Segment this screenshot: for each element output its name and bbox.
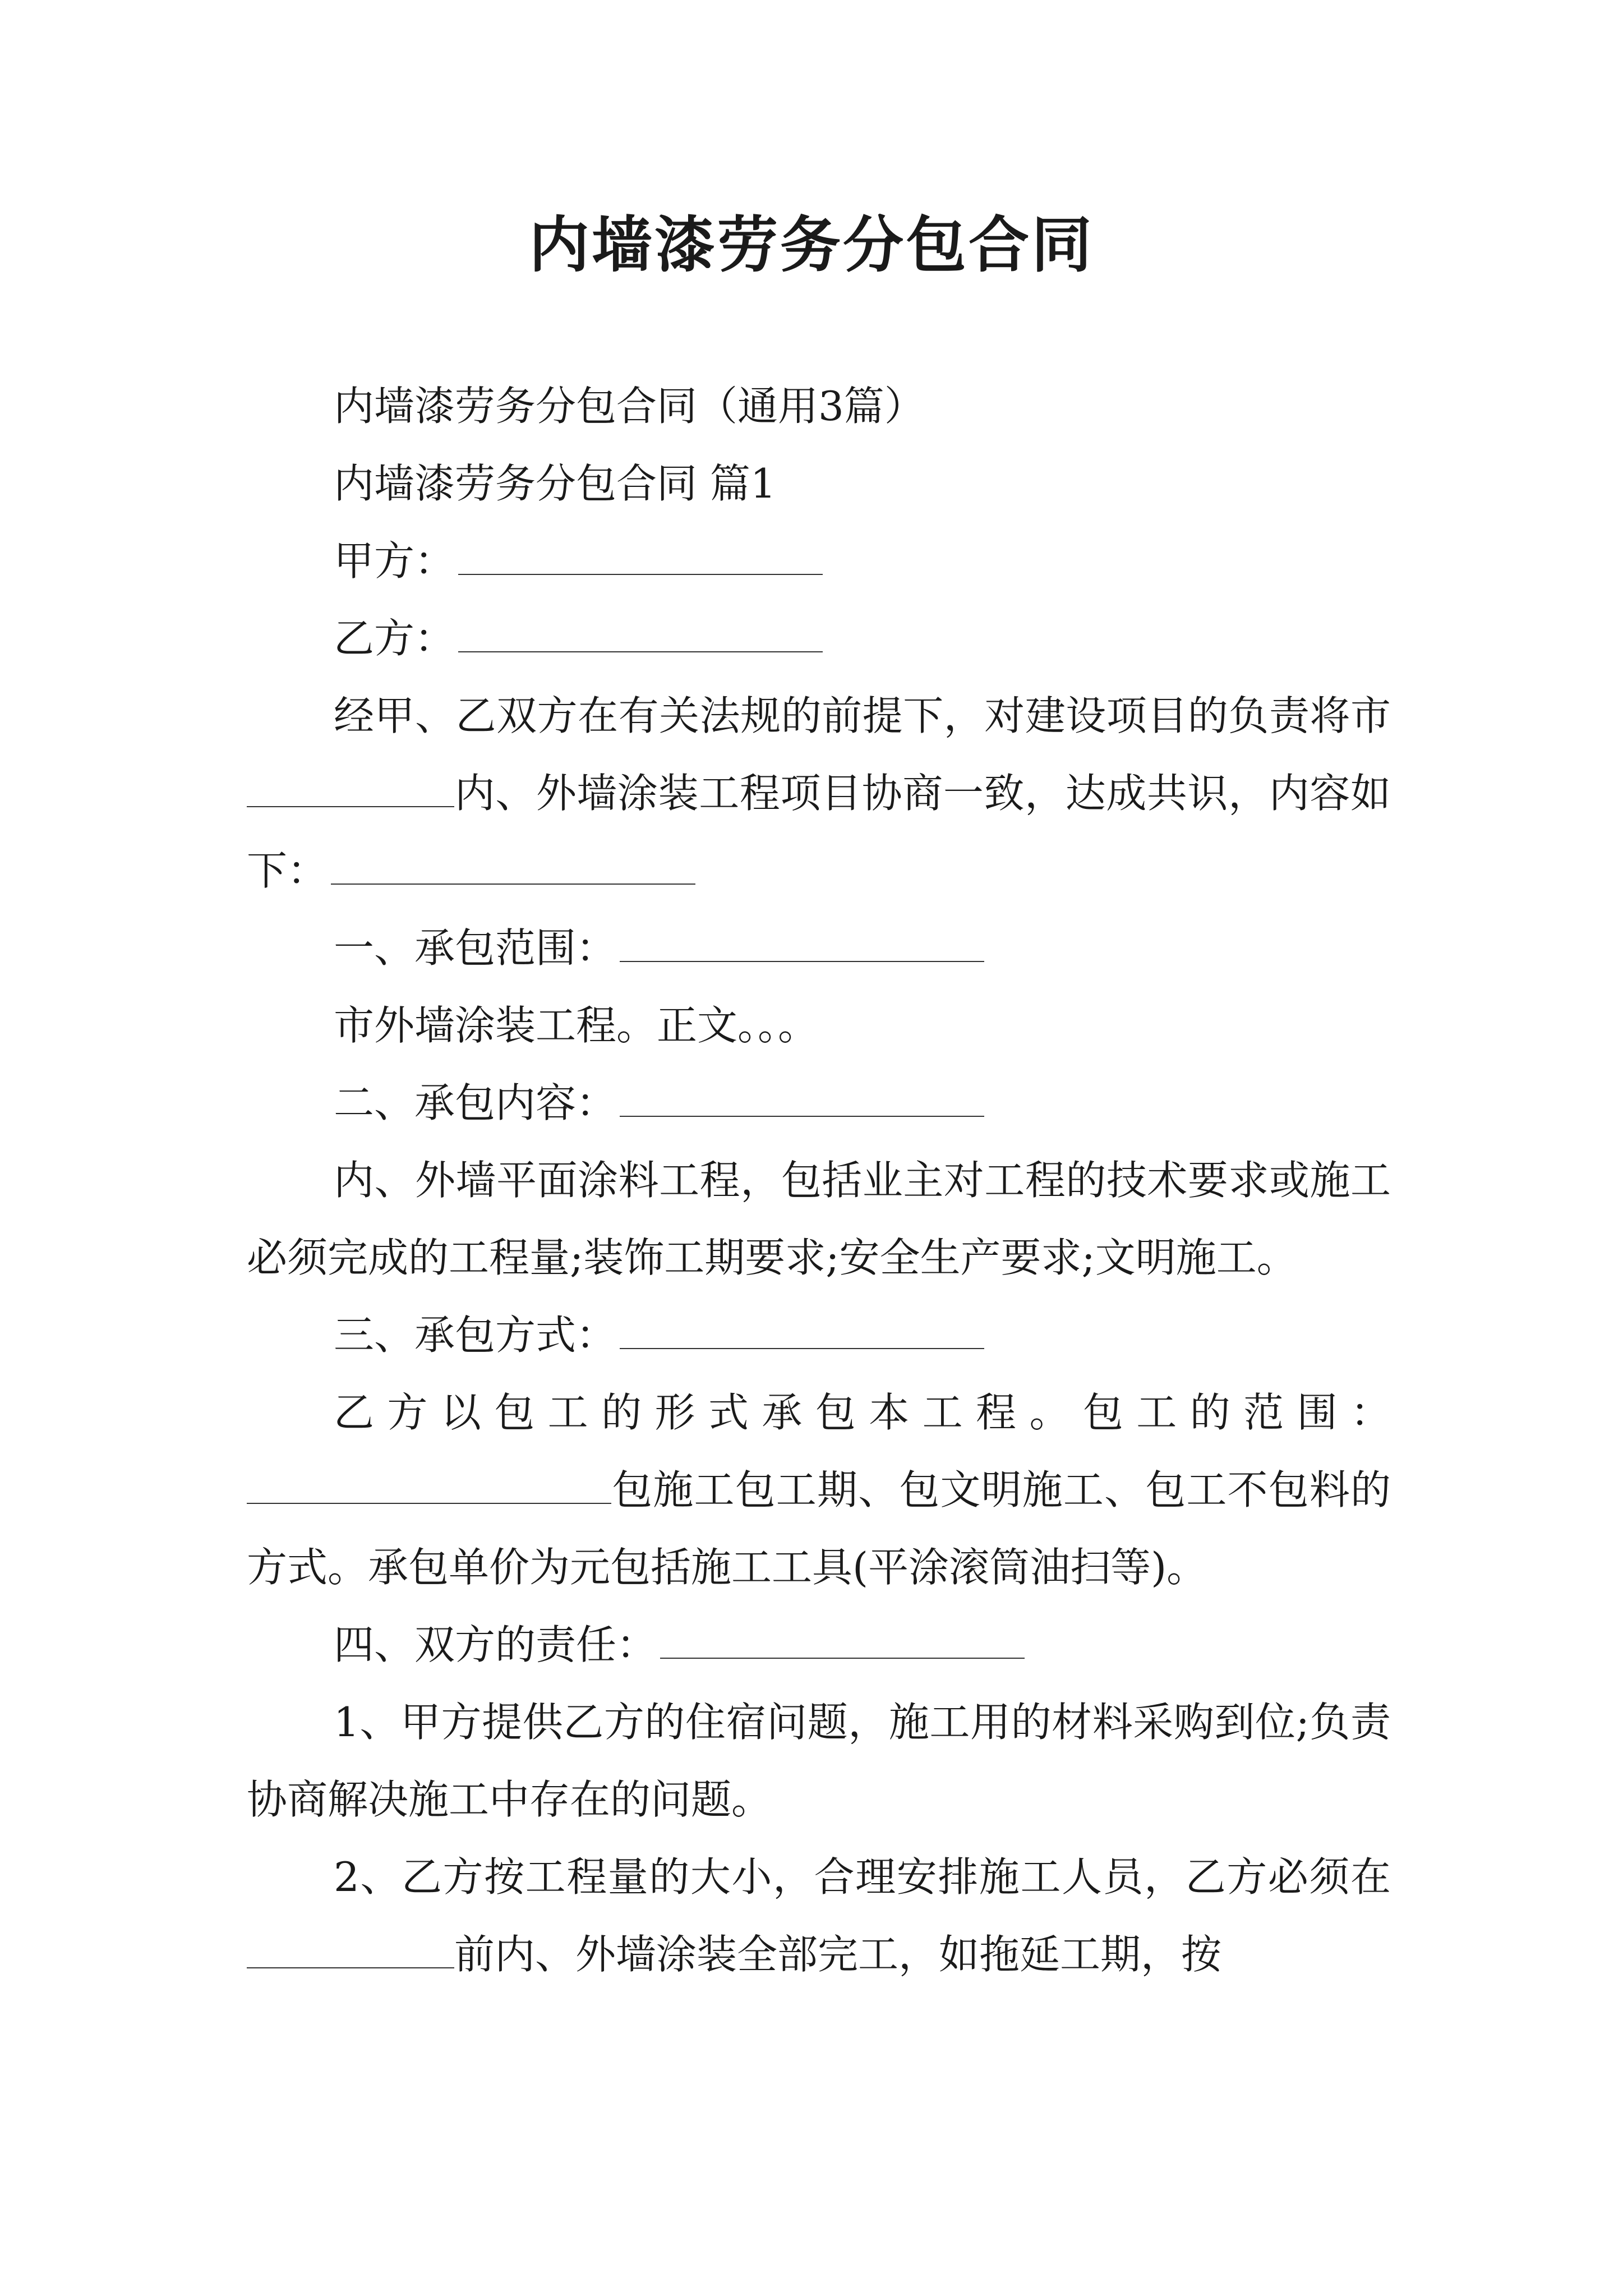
- intro-text-b: 内、外墙涂装工程项目协商一致，达成共识，内容如下：: [247, 770, 1391, 894]
- intro-text-a: 经甲、乙双方在有关法规的前提下，对建设项目的负责将市: [334, 692, 1391, 739]
- heading-part1: [247, 445, 1391, 522]
- city-blank[interactable]: [247, 772, 454, 807]
- party-a-line: [247, 522, 1391, 600]
- section1-title: 一、承包范围：: [334, 924, 617, 972]
- intro-blank[interactable]: [331, 850, 695, 885]
- document-title: 内墙漆劳务分包合同: [528, 210, 1094, 280]
- section2-blank[interactable]: [620, 1082, 984, 1117]
- section3-title-line: [247, 1296, 1391, 1374]
- section4-title-line: [247, 1606, 1391, 1683]
- deadline-blank[interactable]: [247, 1934, 454, 1968]
- section2-text: 内、外墙平面涂料工程，包括业主对工程的技术要求或施工必须完成的工程量;装饰工期要求;安全生产要求;文明施工。: [247, 1157, 1391, 1281]
- party-b-line: [247, 600, 1391, 677]
- section4-blank[interactable]: [660, 1624, 1025, 1659]
- party-b-label: 乙方：: [334, 615, 455, 662]
- section1-blank[interactable]: [620, 927, 984, 962]
- document-body: [247, 367, 1391, 1993]
- intro-paragraph: [247, 677, 1391, 909]
- section2-title: 二、承包内容：: [334, 1079, 617, 1126]
- party-a-blank[interactable]: [458, 540, 823, 575]
- section4-item2-text-b: 前内、外墙涂装全部完工，如拖延工期，按: [454, 1931, 1222, 1978]
- party-a-label: 甲方：: [334, 537, 455, 585]
- section3-blank[interactable]: [620, 1314, 984, 1349]
- section3-text-b: 包施工包工期、包文明施工、包工不包料的方式。承包单价为元包括施工工具(平涂滚筒油扫等)。: [247, 1466, 1391, 1591]
- section3-title: 三、承包方式：: [334, 1312, 617, 1359]
- section4-title: 四、双方的责任：: [334, 1621, 657, 1668]
- section3-text: [247, 1374, 1391, 1606]
- party-b-blank[interactable]: [458, 618, 823, 652]
- section2-title-line: [247, 1064, 1391, 1142]
- section1-title-line: [247, 909, 1391, 987]
- section4-item1: 1、甲方提供乙方的住宿问题，施工用的材料采购到位;负责协商解决施工中存在的问题。: [247, 1699, 1391, 1823]
- section4-item2-text-a: 2、乙方按工程量的大小，合理安排施工人员，乙方必须在: [334, 1853, 1391, 1901]
- heading-general-text: 内墙漆劳务分包合同（通用3篇）: [334, 383, 925, 430]
- heading-general: [247, 367, 1391, 445]
- section3-text-a: 乙方以包工的形式承包本工程。包工的范围：: [334, 1389, 1391, 1436]
- section4-item2: [247, 1838, 1391, 1993]
- heading-part1-text: 内墙漆劳务分包合同 篇1: [334, 460, 776, 507]
- section1-text: 市外墙涂装工程。正文。。。: [334, 1002, 819, 1049]
- section3-scope-blank[interactable]: [247, 1469, 611, 1504]
